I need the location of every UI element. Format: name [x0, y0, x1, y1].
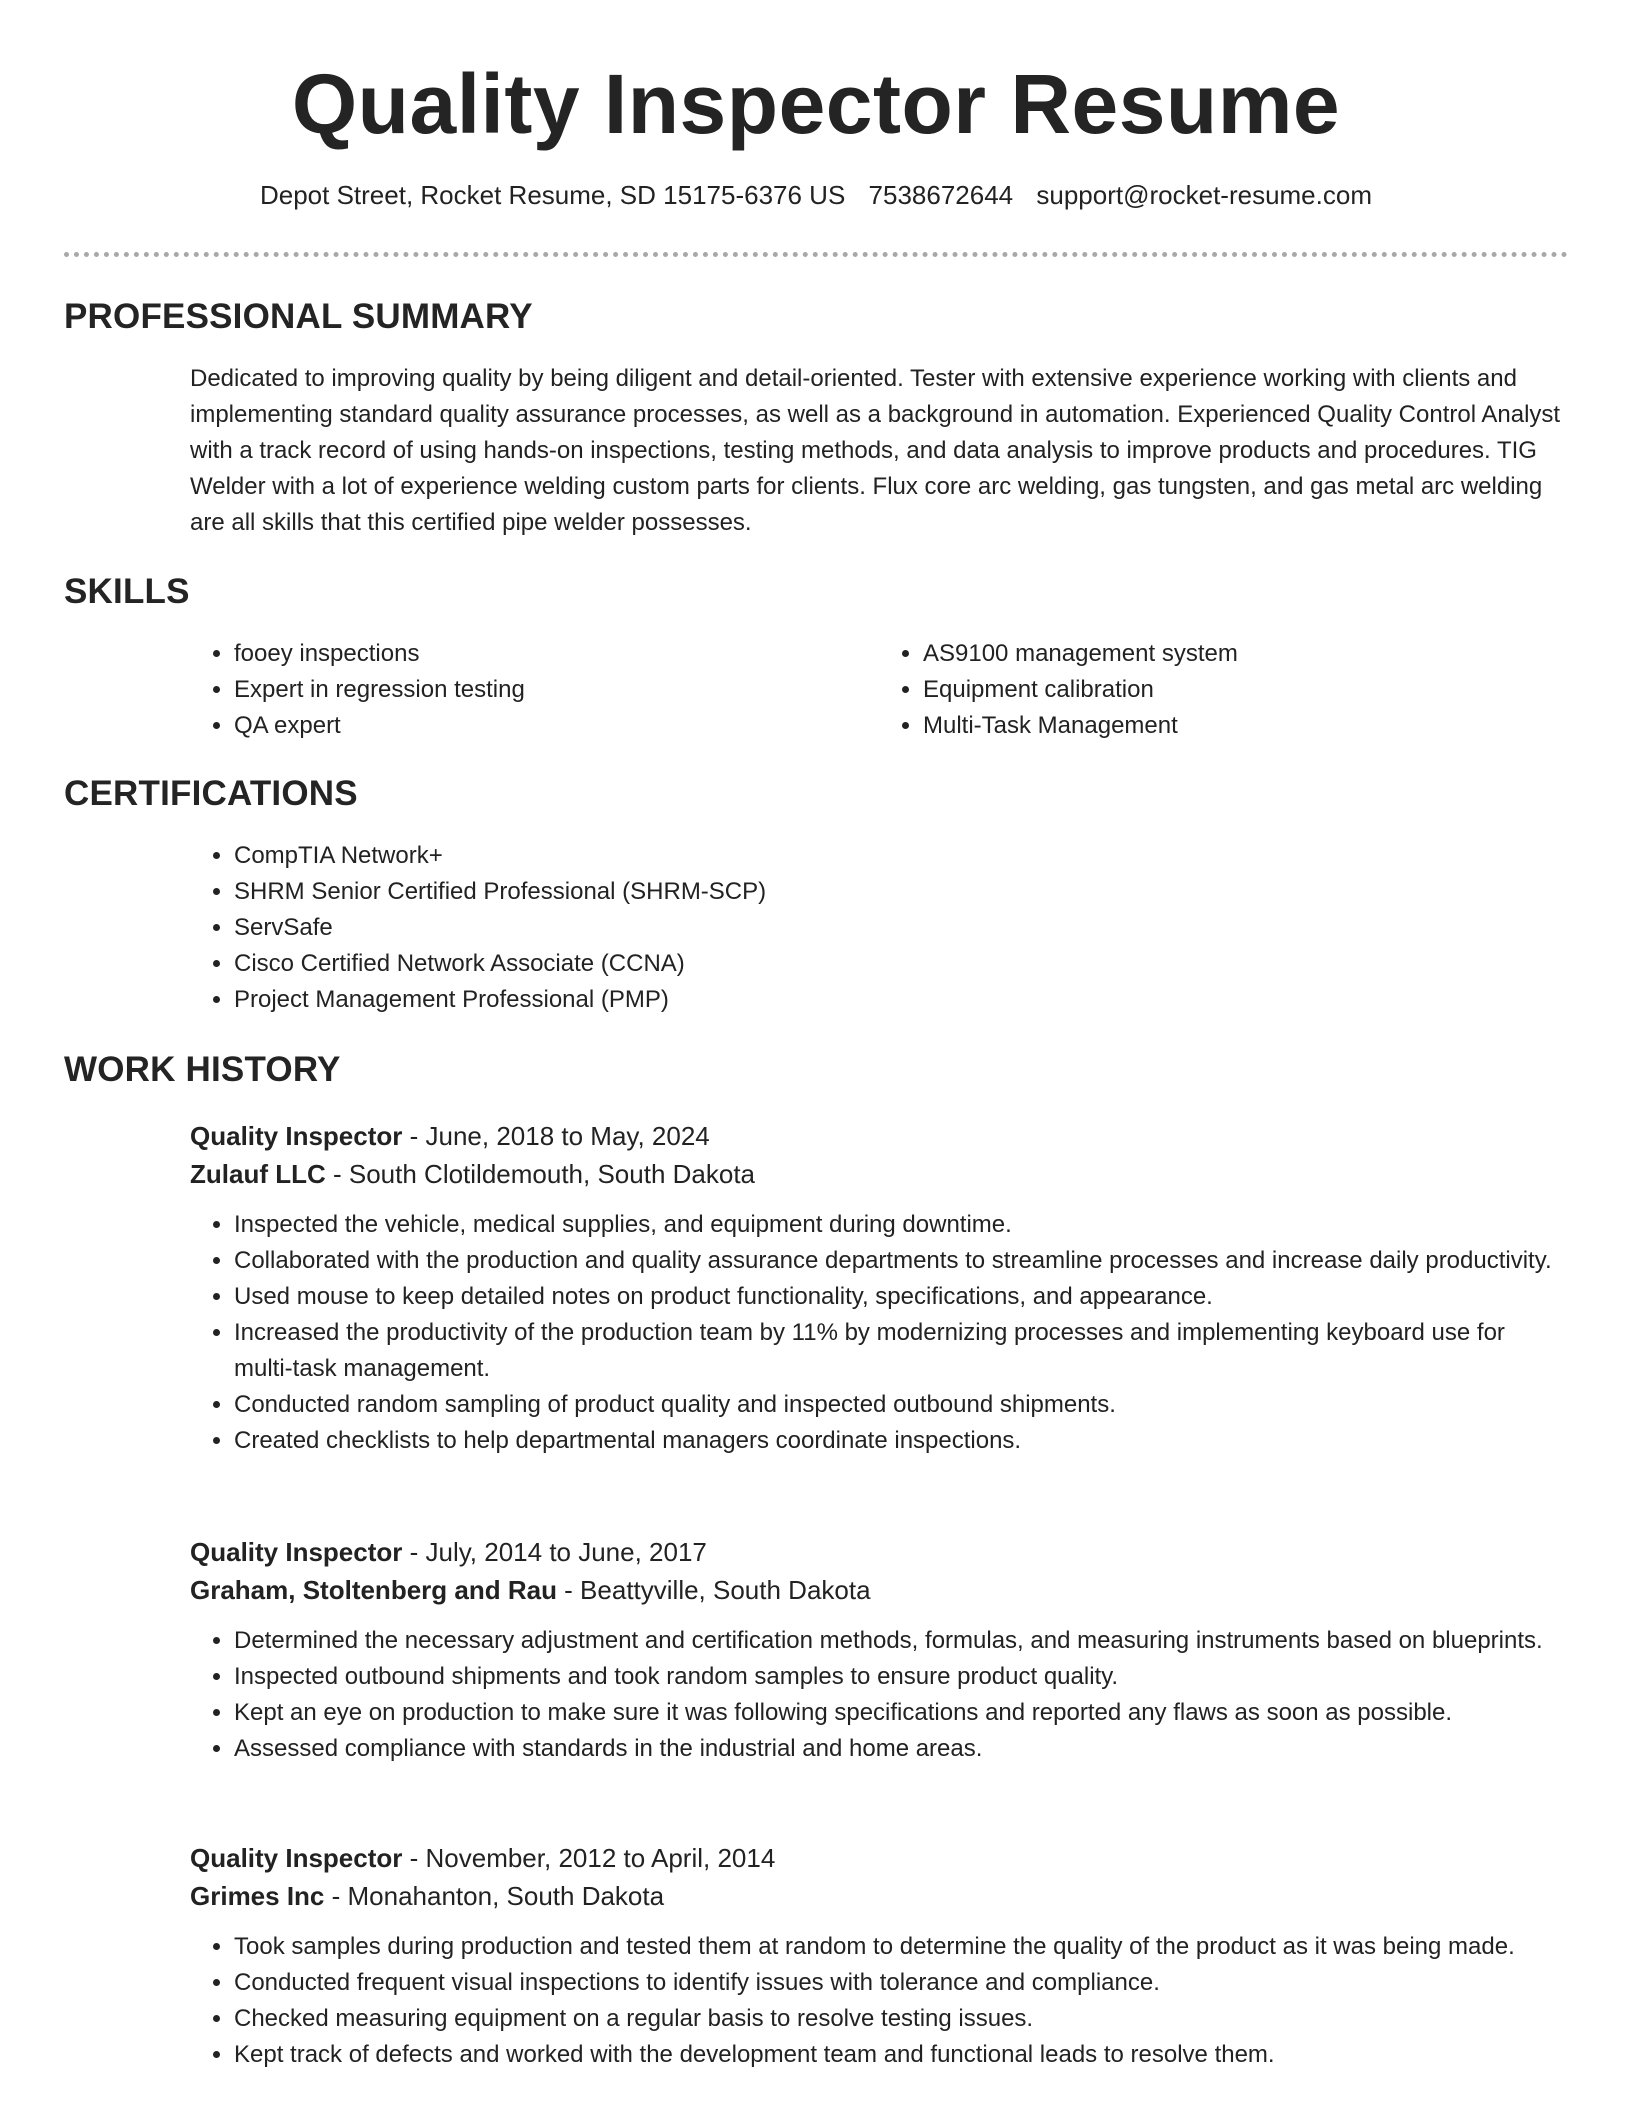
resume-title: Quality Inspector Resume	[291, 57, 1341, 151]
certification-item: • CompTIA Network+	[234, 838, 1568, 874]
contact-email[interactable]: support@rocket-resume.com	[1036, 180, 1372, 211]
contact-phone: 7538672644	[868, 180, 1014, 211]
job-location: - Beattyville, South Dakota	[556, 1575, 871, 1605]
job-bullet: • Checked measuring equipment on a regular basis to resolve testing issues.	[234, 2001, 1568, 2037]
job-bullet: • Assessed compliance with standards in the industrial and home areas.	[234, 1731, 1568, 1767]
summary-heading: PROFESSIONAL SUMMARY	[64, 297, 533, 336]
skills-section	[64, 573, 1568, 744]
skill-item: • Expert in regression testing	[234, 672, 879, 708]
job-entry	[64, 1839, 1568, 2073]
skills-grid	[190, 636, 1568, 744]
summary-text: Dedicated to improving quality by being diligent and detail-oriented. Tester with extensive experience working with clients and implementing standard quality assurance processes, as well as a background in automation. Experienced Quality Control Analyst with a track record of using hands-on inspections, testing methods, and data analysis to improve products and procedures. TIG Welder with a lot of experience welding custom parts for clients. Flux core arc welding, gas tungsten, and gas metal arc welding are all skills that this certified pipe welder possesses.	[190, 364, 1561, 536]
certification-item: • SHRM Senior Certified Professional (SHRM-SCP)	[234, 874, 1568, 910]
job-company-line	[190, 1155, 1568, 1193]
job-bullet: • Created checklists to help departmental managers coordinate inspections.	[234, 1423, 1568, 1459]
skills-list-left	[190, 636, 879, 744]
certifications-list	[190, 838, 1568, 1018]
job-title-line	[190, 1839, 1568, 1877]
job-dates: - July, 2014 to June, 2017	[402, 1537, 707, 1567]
job-company: Graham, Stoltenberg and Rau	[190, 1575, 557, 1605]
job-company: Zulauf LLC	[190, 1159, 326, 1189]
job-bullets	[190, 1929, 1568, 2073]
job-bullet: • Determined the necessary adjustment and certification methods, formulas, and measuring instruments based on blueprints.	[234, 1623, 1568, 1659]
job-company-line	[190, 1877, 1568, 1915]
job-title-line	[190, 1533, 1568, 1571]
contact-line	[64, 180, 1568, 211]
summary-section	[64, 298, 1568, 541]
certifications-section	[64, 775, 1568, 1018]
job-bullet: • Kept an eye on production to make sure it was following specifications and reported any flaws as soon as possible.	[234, 1695, 1568, 1731]
job-bullet: • Increased the productivity of the production team by 11% by modernizing processes and implementing keyboard use for multi-task management.	[234, 1315, 1568, 1387]
skill-item: • Equipment calibration	[923, 672, 1568, 708]
certification-item: • Project Management Professional (PMP)	[234, 982, 1568, 1018]
job-bullet: • Inspected outbound shipments and took random samples to ensure product quality.	[234, 1659, 1568, 1695]
job-title: Quality Inspector	[190, 1121, 403, 1151]
skill-item: • QA expert	[234, 708, 879, 744]
job-entry	[64, 1117, 1568, 1459]
resume-page	[64, 0, 1568, 2068]
job-bullet: • Took samples during production and tested them at random to determine the quality of the product as it was being made.	[234, 1929, 1568, 1965]
job-bullet: • Inspected the vehicle, medical supplies, and equipment during downtime.	[234, 1207, 1568, 1243]
job-bullets	[190, 1207, 1568, 1459]
skills-heading: SKILLS	[64, 572, 190, 611]
job-title-line	[190, 1117, 1568, 1155]
job-dates: - November, 2012 to April, 2014	[402, 1843, 776, 1873]
certification-item: • ServSafe	[234, 910, 1568, 946]
job-bullet: • Collaborated with the production and quality assurance departments to streamline processes and increase daily productivity.	[234, 1243, 1568, 1279]
skill-item: • fooey inspections	[234, 636, 879, 672]
job-company-line	[190, 1571, 1568, 1609]
job-title: Quality Inspector	[190, 1537, 403, 1567]
job-bullet: • Conducted frequent visual inspections to identify issues with tolerance and compliance.	[234, 1965, 1568, 2001]
skill-item: • AS9100 management system	[923, 636, 1568, 672]
job-bullets	[190, 1623, 1568, 1767]
job-location: - Monahanton, South Dakota	[324, 1881, 665, 1911]
job-bullet: • Used mouse to keep detailed notes on product functionality, specifications, and appearance.	[234, 1279, 1568, 1315]
job-location: - South Clotildemouth, South Dakota	[325, 1159, 756, 1189]
header-divider	[64, 252, 1568, 257]
work-section	[64, 1051, 1568, 1090]
skill-item: • Multi-Task Management	[923, 708, 1568, 744]
job-bullet: • Conducted random sampling of product quality and inspected outbound shipments.	[234, 1387, 1568, 1423]
job-title: Quality Inspector	[190, 1843, 403, 1873]
certifications-heading: CERTIFICATIONS	[64, 774, 358, 813]
work-heading: WORK HISTORY	[64, 1050, 341, 1089]
certification-item: • Cisco Certified Network Associate (CCNA)	[234, 946, 1568, 982]
job-entry	[64, 1533, 1568, 1767]
contact-address: Depot Street, Rocket Resume, SD 15175-6376 US	[259, 180, 846, 211]
skills-list-right	[879, 636, 1568, 744]
job-dates: - June, 2018 to May, 2024	[402, 1121, 710, 1151]
job-bullet: • Kept track of defects and worked with the development team and functional leads to resolve them.	[234, 2037, 1568, 2073]
job-company: Grimes Inc	[190, 1881, 325, 1911]
